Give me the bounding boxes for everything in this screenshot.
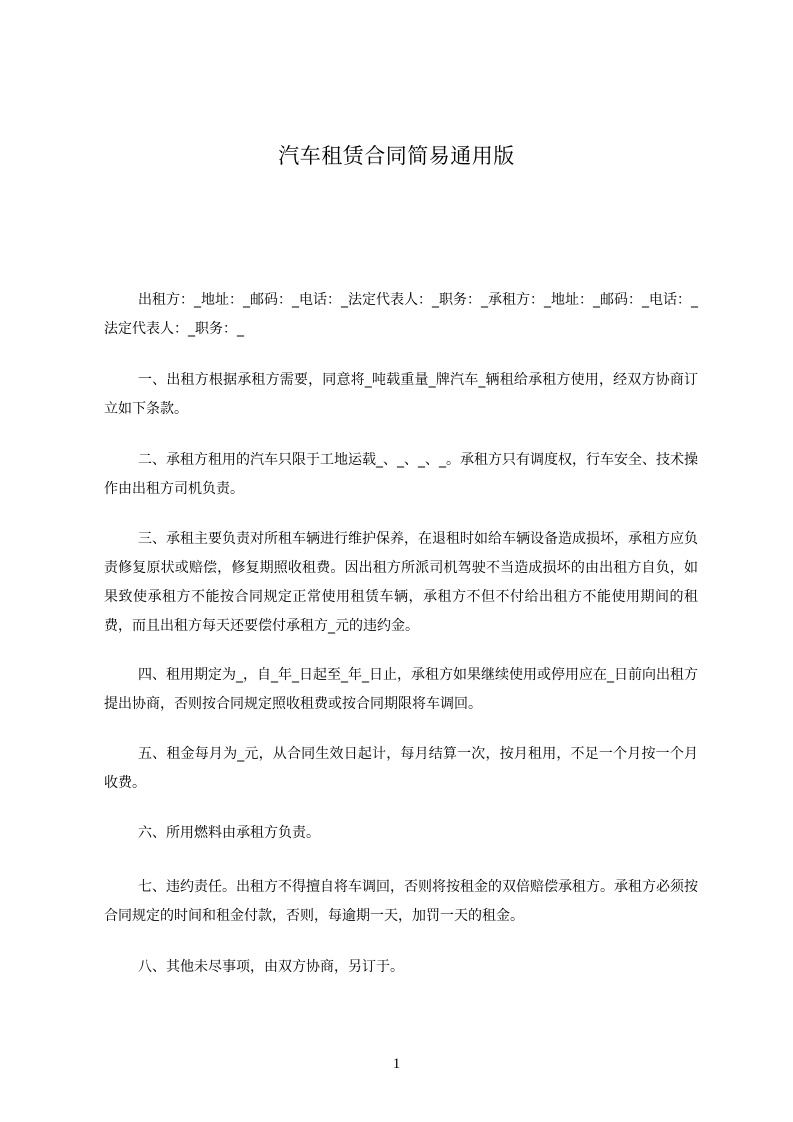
clause-3: 三、承租主要负责对所租车辆进行维护保养，在退租时如给车辆设备造成损坏，承租方应负责修复原状或赔偿，修复期照收租费。因出租方所派司机驾驶不当造成损坏的由出租方自负，如果致使承租方不能按合同规定正常使用租赁车辆，承租方不但不付给出租方不能使用期间的租费，而且出租方每天还要偿付承租方_元的违约金。: [104, 531, 698, 634]
clause-1: 一、出租方根据承租方需要，同意将_吨载重量_牌汽车_辆租给承租方使用，经双方协商订立如下条款。: [104, 372, 698, 417]
clause-2: 二、承租方租用的汽车只限于工地运载_、_、_、_。承租方只有调度权，行车安全、技术操作由出租方司机负责。: [104, 452, 698, 497]
parties-paragraph: 出租方：_地址：_邮码：_电话：_法定代表人：_职务：_承租方：_地址：_邮码：_电话：_法定代表人：_职务：_: [104, 292, 698, 337]
clause-4: 四、租用期定为_，自_年_日起至_年_日止，承租方如果继续使用或停用应在_日前向出租方提出协商，否则按合同规定照收租费或按合同期限将车调回。: [104, 667, 698, 712]
clause-5: 五、租金每月为_元，从合同生效日起计，每月结算一次，按月租用，不足一个月按一个月收费。: [104, 746, 698, 791]
clause-8: 八、其他未尽事项，由双方协商，另订于。: [138, 959, 404, 975]
page-number: 1: [392, 1056, 401, 1072]
clause-6: 六、所用燃料由承租方负责。: [138, 825, 320, 841]
clause-7: 七、违约责任。出租方不得擅自将车调回，否则将按租金的双倍赔偿承租方。承租方必须按合同规定的时间和租金付款，否则，每逾期一天，加罚一天的租金。: [104, 879, 698, 924]
document-title: 汽车租赁合同简易通用版: [278, 144, 515, 168]
